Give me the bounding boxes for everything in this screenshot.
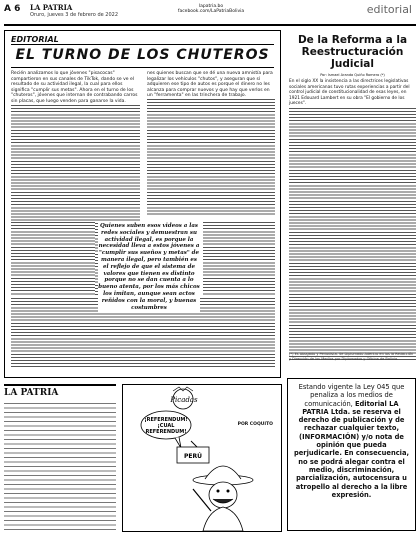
column-body bbox=[289, 82, 416, 362]
opinion-column bbox=[289, 30, 416, 365]
notice-line-3: se reserva el derecho de publicación y de rechazar cualquier texto, (INFORMACIÓN) y/o nota de opinión que pueda perjudicarle. En consecuencia, no se podrá alegar contra el medio, discriminación, parcialización, autocensura u atropello al derecho a la libre expresión. bbox=[293, 407, 410, 499]
svg-text:REFERENDUM!: REFERENDUM! bbox=[145, 429, 187, 435]
editorial-title: EL TURNO DE LOS CHUTEROS bbox=[15, 47, 270, 63]
legal-notice bbox=[287, 378, 416, 531]
staff-list bbox=[4, 402, 116, 530]
pull-quote: Quienes suben esos videos a las redes sociales y demuestran su actividad ilegal, es porque la necesidad lleva a estos jóvenes a "cumplir sus sueños y metas" de manera ilegal, pero también es el reflejo de que el sistema de valores que tienen es distinto porque no se dan cuenta a lo bueno atenta, por los más chicos los imitan, aunque sean actos reñidos con la moral, y buenas costumbres bbox=[98, 221, 200, 313]
column-title: De la Reforma a la Reestructuración Judicial bbox=[297, 34, 408, 70]
editorial-panel bbox=[4, 30, 281, 378]
cartoon-illustration bbox=[123, 385, 281, 531]
issue-date: Oruro, jueves 3 de febrero de 2022 bbox=[30, 12, 119, 18]
notice-publisher: Editorial LA PATRIA Ltda. bbox=[302, 399, 399, 416]
column-author: Por: Ismael Aranda Quiño Romero (*) bbox=[320, 73, 385, 77]
kicker-rule bbox=[11, 44, 274, 45]
masthead-box bbox=[4, 384, 116, 532]
website-link[interactable]: lapatria.bo bbox=[198, 4, 224, 9]
masthead-name: LA PATRIA bbox=[4, 388, 59, 398]
header-rule bbox=[4, 24, 416, 26]
cartoon-sign: PERÚ bbox=[184, 453, 202, 460]
section-name: editorial bbox=[366, 3, 412, 16]
column-footnote: (*) Es Abogado y Periodista. Se Diplomado Adentro en los la Redacción y Dirección de los Medios por Diplomados y Oficina de Bolivia. bbox=[289, 352, 414, 361]
notice-line-1: Estando vigente la Ley 045 que penaliza a los medios de comunicación, bbox=[298, 383, 405, 408]
web-links bbox=[176, 4, 246, 14]
page-number: A 6 bbox=[4, 4, 21, 14]
editorial-column-1-lower bbox=[11, 221, 95, 295]
cartoon-credit: POR COQUITO bbox=[237, 422, 273, 427]
cartoon-panel bbox=[122, 384, 282, 532]
page-header bbox=[0, 0, 420, 28]
facebook-link[interactable]: facebook.com/LaPatriaBolivia bbox=[177, 9, 245, 14]
editorial-kicker: EDITORIAL bbox=[11, 35, 59, 44]
editorial-opening: Recién analizamos lo que jóvenes "pisacocas" compartieron en sus canales de TikTok, dando se ve el resultado de su actividad ilegal, la cual para ellos significa "cumplir sus metas". Ahora en el turno de los "chuteros", jóvenes que internan de contrabando carros sin placas, que luego venden para ganarse la vida. bbox=[11, 71, 140, 104]
svg-text:¡CUAL: ¡CUAL bbox=[157, 423, 175, 429]
svg-text:¡REFERENDUM!: ¡REFERENDUM! bbox=[144, 417, 188, 423]
column-opening: En el siglo XX la insistencia a las directrices legislativas sociales americanas tuvo rutas experiencias a partir del control judicial de constitucionalidad de esas leyes, en 1921 Edouard Lambert en su obra "El gobierno de los jueces". bbox=[289, 79, 416, 107]
editorial-col2-opening: nes quienes buscan que se dé una nueva amnistía para legalizar los vehículos "chutos", y aseguran que sí adquieren ese tipo de autos es porque el dinero no les alcanza para comprar nuevos y que hay que verlos en un "ferramenta" en las trinchera de trabajo. bbox=[147, 71, 275, 99]
editorial-column-2-lower bbox=[203, 221, 275, 295]
cartoon-logo: Picadas bbox=[170, 396, 198, 404]
brand-name: LA PATRIA bbox=[30, 3, 73, 12]
title-rule bbox=[11, 67, 274, 68]
